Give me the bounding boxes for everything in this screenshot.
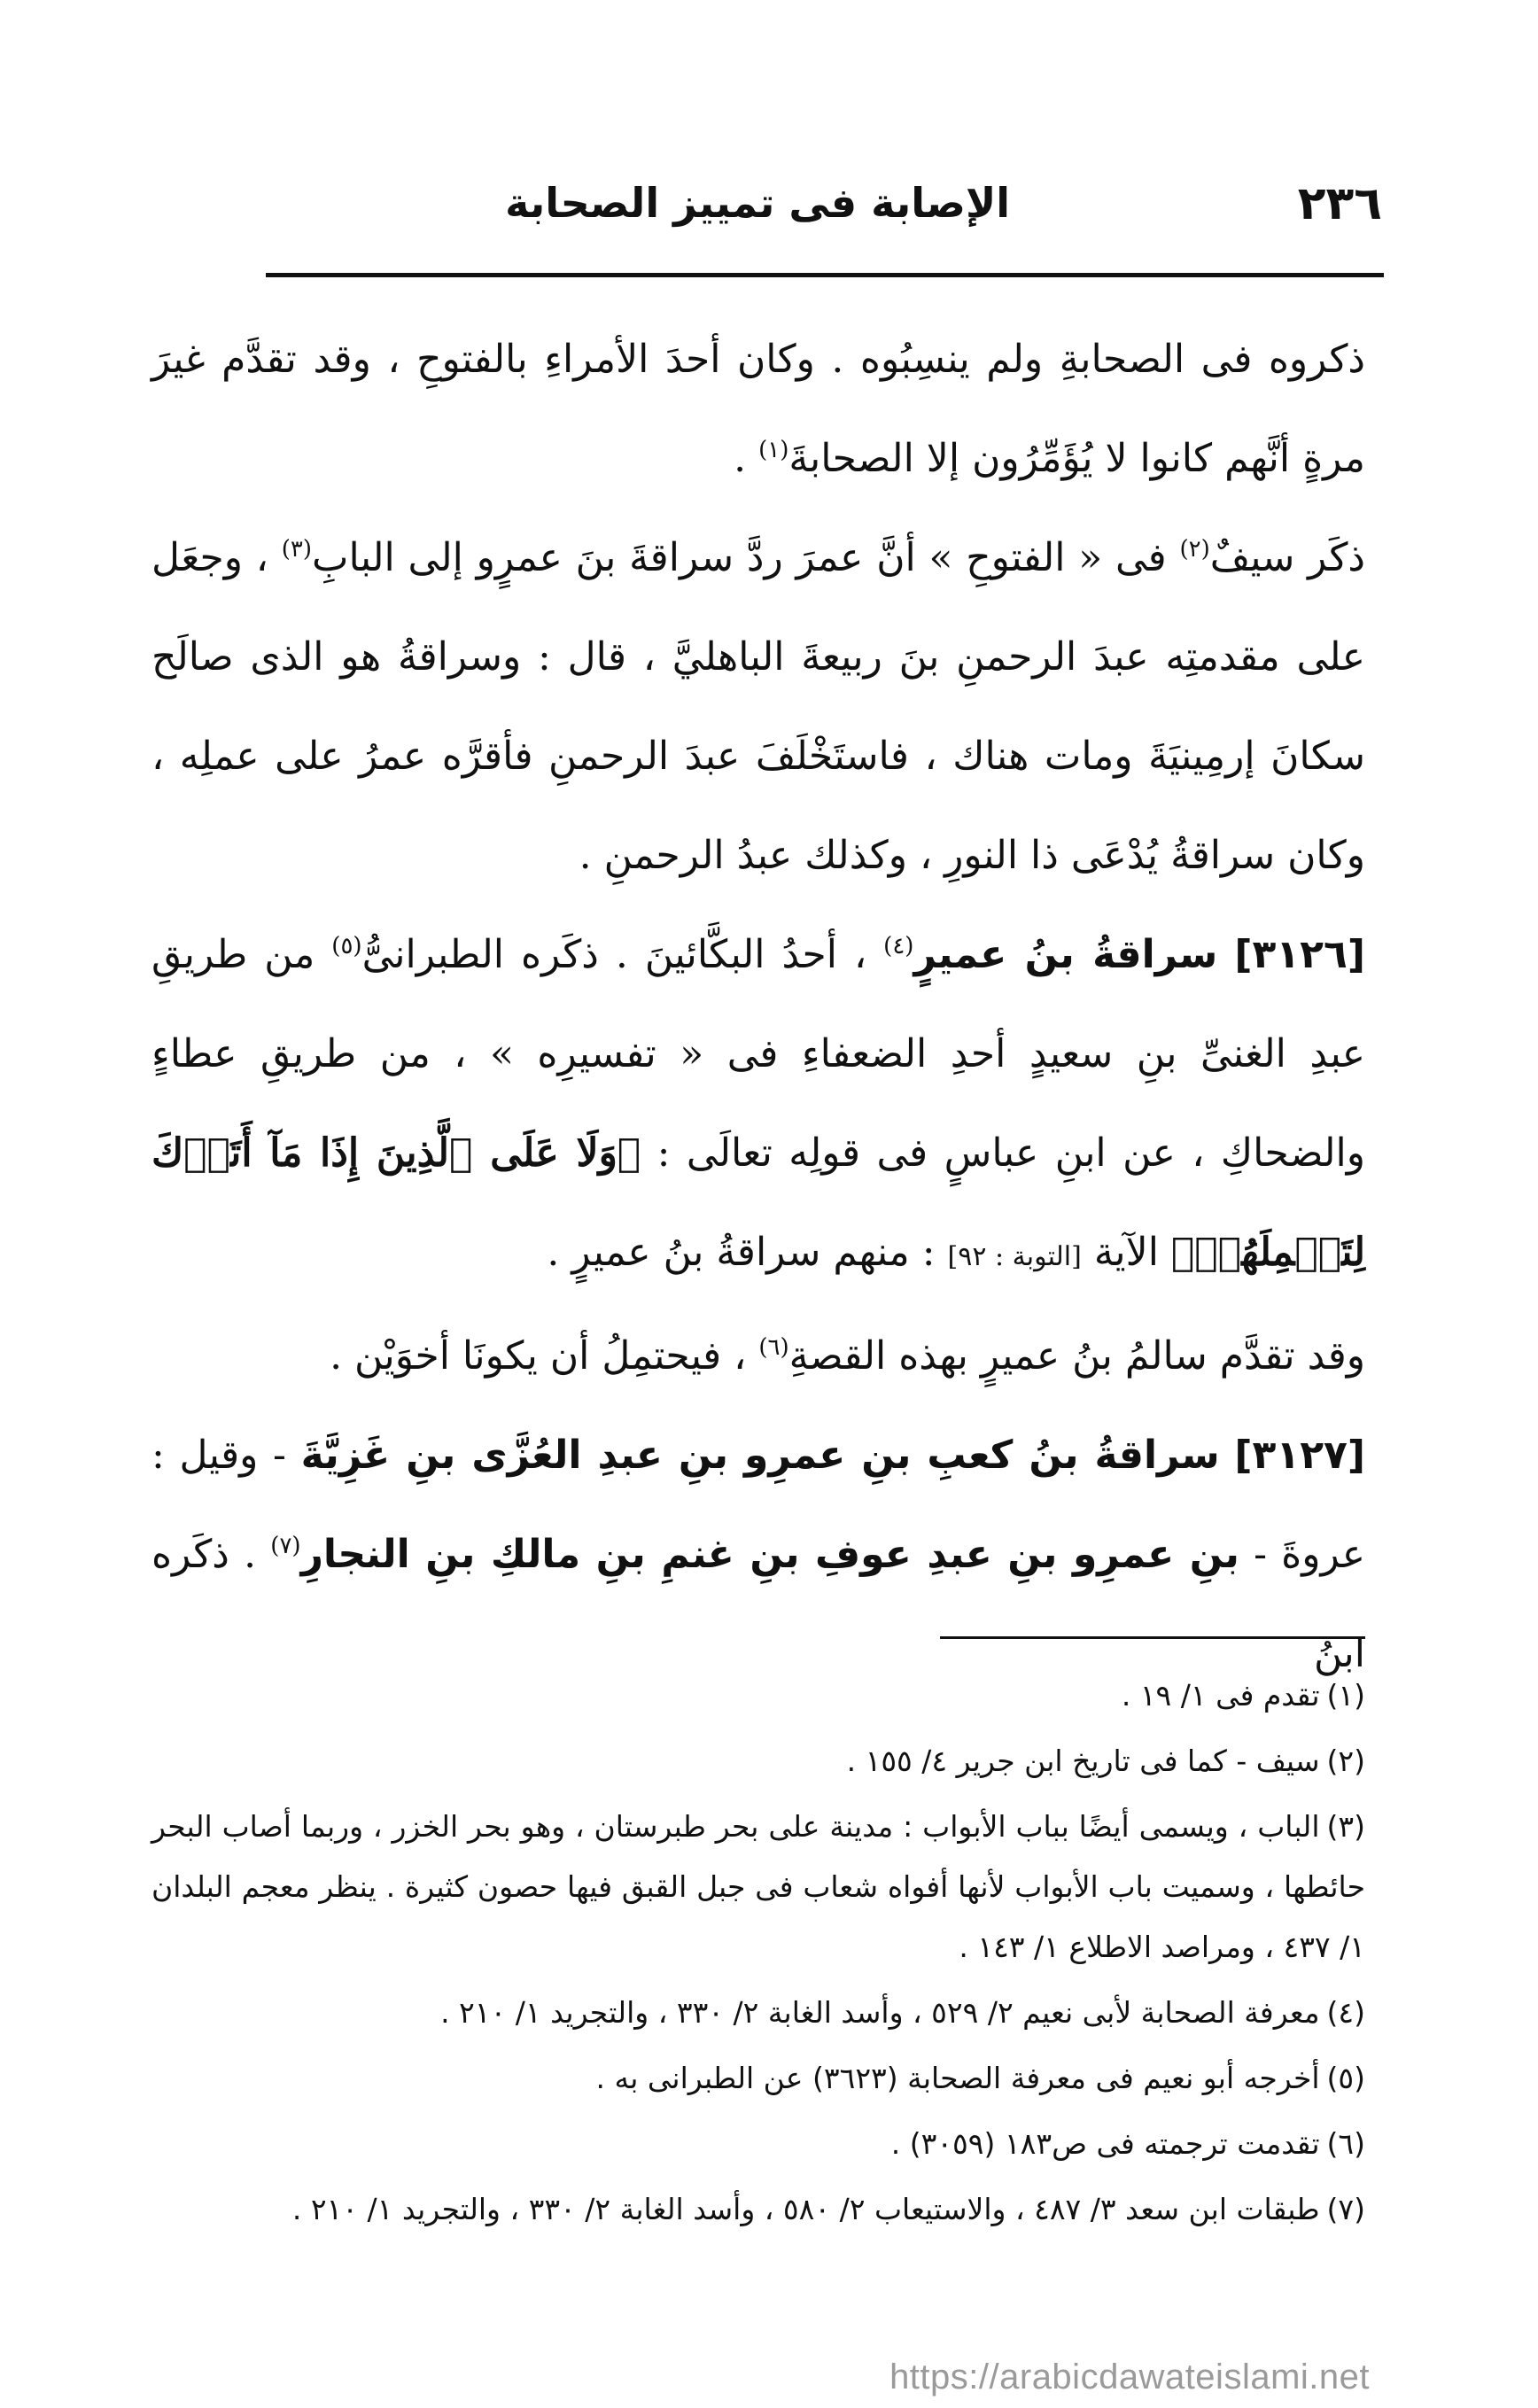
- page-header: [266, 177, 1382, 248]
- entry-3127-text-a: - وقيل : عروةَ -: [151, 1433, 1366, 1577]
- footnote-label: (٧): [1326, 2192, 1365, 2226]
- main-text: [151, 310, 1365, 1704]
- entry-3126: [٣١٢٦] سراقةُ بنُ عميرٍ(٤) ، أحدُ البكَّائينَ . ذكَره الطبرانىُّ(٥) من طريقِ عبدِ الغنىِّ بنِ سعيدٍ أحدِ الضعفاءِ فى « تفسيرِه » ، من طريقِ عطاءٍ والضحاكِ ، عن ابنِ عباسٍ فى قولِه تعالَى : ﴿وَلَا عَلَى ٱلَّذِينَ إِذَا مَآ أَتَوۡكَ لِتَحۡمِلَهُمۡ﴾ الآية [التوبة : ٩٢] : منهم سراقةُ بنُ عميرٍ .: [151, 932, 1365, 1275]
- footnote-text: الباب ، ويسمى أيضًا بباب الأبواب : مدينة على بحر طبرستان ، وهو بحر الخزر ، وربما أصاب البحر حائطها ، وسميت باب الأبواب لأنها أفواه شعاب فى جبل القبق فيها حصون كثيرة . ينظر معجم البلدان ١/ ٤٣٧ ، ومراصد الاطلاع ١/ ١٤٣ .: [151, 1809, 1365, 1964]
- entry-number: [٣١٢٧]: [1234, 1433, 1366, 1478]
- surah-reference: [التوبة : ٩٢]: [947, 1241, 1082, 1272]
- footnote-label: (٥): [1326, 2061, 1365, 2095]
- footnote-text: سيف - كما فى تاريخ ابن جرير ٤/ ١٥٥ .: [846, 1744, 1320, 1778]
- header-rule: [266, 273, 1384, 277]
- paragraph-2: ذكَر سيفٌ(٢) فى « الفتوحِ » أنَّ عمرَ ردَّ سراقةَ بنَ عمرٍو إلى البابِ(٣) ، وجعَل على مقدمتِه عبدَ الرحمنِ بنَ ربيعةَ الباهليَّ ، قال : وسراقةُ هو الذى صالَح سكانَ إرمِينيَةَ ومات هناك ، فاستَخْلَفَ عبدَ الرحمنِ فأقرَّه عمرُ على عملِه ، وكان سراقةُ يُدْعَى ذا النورِ ، وكذلك عبدُ الرحمنِ .: [151, 535, 1365, 878]
- running-title: الإصابة فى تمييز الصحابة: [505, 179, 1010, 227]
- entry-3127: [٣١٢٧] سراقةُ بنُ كعبِ بنِ عمرِو بنِ عبدِ العُزَّى بنِ غَزِيَّةَ - وقيل : عروةَ - بنِ عمرِو بنِ عبدِ عوفِ بنِ غنمِ بنِ مالكِ بنِ النجارِ(٧) . ذكَره ابنُ: [151, 1433, 1366, 1676]
- paragraph-1: ذكروه فى الصحابةِ ولم ينسِبُوه . وكان أحدَ الأمراءِ بالفتوحِ ، وقد تقدَّم غيرَ مرةٍ أنَّهم كانوا لا يُؤَمِّرُون إلا الصحابةَ(١) .: [151, 337, 1365, 481]
- footnote-label: (٤): [1326, 1995, 1365, 2030]
- footnote-text: طبقات ابن سعد ٣/ ٤٨٧ ، والاستيعاب ٢/ ٥٨٠ ، وأسد الغابة ٢/ ٣٣٠ ، والتجريد ١/ ٢١٠ .: [291, 2192, 1320, 2226]
- footnote-2: [151, 1731, 1365, 1791]
- entry-name-a: سراقةُ بنُ كعبِ بنِ عمرِو بنِ عبدِ العُزَّى بنِ غَزِيَّةَ: [300, 1433, 1220, 1478]
- footnote-1: [151, 1666, 1365, 1726]
- footnote-label: (٢): [1326, 1744, 1365, 1778]
- entry-3126-text-d: : منهم سراقةُ بنُ عميرٍ .: [547, 1230, 936, 1275]
- paragraph-3-text-a: وقد تقدَّم سالمُ بنُ عميرٍ بهذه القصةِ: [788, 1333, 1365, 1379]
- entry-3126-text-b: من طريقِ عبدِ الغنىِّ بنِ سعيدٍ أحدِ الضعفاءِ فى « تفسيرِه » ، من طريقِ عطاءٍ والضحاكِ ، عن ابنِ عباسٍ فى قولِه تعالَى :: [151, 932, 1365, 1176]
- footnote-label: (٣): [1326, 1809, 1365, 1844]
- paragraph-2-text-a: ذكَر سيفٌ: [1209, 535, 1365, 580]
- page-number: ٢٣٦: [1297, 177, 1382, 230]
- footnote-text: تقدمت ترجمته فى ص١٨٣ (٣٠٥٩) .: [890, 2126, 1320, 2161]
- footnotes: [151, 1666, 1365, 2245]
- paragraph-2-text-b: فى « الفتوحِ » أنَّ عمرَ ردَّ سراقةَ بنَ عمرٍو إلى البابِ: [312, 535, 1167, 580]
- footnote-label: (٦): [1326, 2126, 1365, 2161]
- entry-name-b: بنِ عمرِو بنِ عبدِ عوفِ بنِ غنمِ بنِ مالكِ بنِ النجارِ: [300, 1532, 1239, 1577]
- paragraph-3: وقد تقدَّم سالمُ بنُ عميرٍ بهذه القصةِ(٦) ، فيحتمِلُ أن يكونَا أخوَيْن .: [330, 1333, 1365, 1379]
- footnote-6: [151, 2114, 1365, 2174]
- paragraph-1-end: .: [734, 436, 747, 481]
- entry-3127-text-b: . ذكَره ابنُ: [151, 1532, 1365, 1676]
- paragraph-3-text-b: ، فيحتمِلُ أن يكونَا أخوَيْن .: [330, 1333, 747, 1379]
- footnote-text: تقدم فى ١/ ١٩ .: [1121, 1678, 1320, 1713]
- footnote-separator: [940, 1636, 1365, 1639]
- footnote-text: أخرجه أبو نعيم فى معرفة الصحابة (٣٦٢٣) عن الطبرانى به .: [595, 2061, 1320, 2095]
- footnote-label: (١): [1326, 1678, 1365, 1713]
- footnote-4: [151, 1983, 1365, 2043]
- footnote-3: [151, 1797, 1365, 1977]
- entry-3126-text-c: الآية: [1093, 1230, 1159, 1275]
- footnote-text: معرفة الصحابة لأبى نعيم ٢/ ٥٢٩ ، وأسد الغابة ٢/ ٣٣٠ ، والتجريد ١/ ٢١٠ .: [440, 1995, 1320, 2030]
- watermark-url: https://arabicdawateislami.net: [889, 2358, 1370, 2396]
- entry-name: سراقةُ بنُ عميرٍ: [913, 932, 1218, 977]
- footnote-5: [151, 2048, 1365, 2109]
- footnote-7: [151, 2179, 1365, 2240]
- quran-verse: ﴿وَلَا عَلَى ٱلَّذِينَ إِذَا مَآ أَتَوۡكَ لِتَحۡمِلَهُمۡ﴾: [151, 1130, 1365, 1275]
- entry-3126-text-a: ، أحدُ البكَّائينَ . ذكَره الطبرانىُّ: [361, 932, 867, 977]
- paragraph-2-text-c: ، وجعَل على مقدمتِه عبدَ الرحمنِ بنَ ربيعةَ الباهليَّ ، قال : وسراقةُ هو الذى صالَح سكانَ إرمِينيَةَ ومات هناك ، فاستَخْلَفَ عبدَ الرحمنِ فأقرَّه عمرُ على عملِه ، وكان سراقةُ يُدْعَى ذا النورِ ، وكذلك عبدُ الرحمنِ .: [151, 535, 1365, 878]
- paragraph-1-text: ذكروه فى الصحابةِ ولم ينسِبُوه . وكان أحدَ الأمراءِ بالفتوحِ ، وقد تقدَّم غيرَ مرةٍ أنَّهم كانوا لا يُؤَمِّرُون إلا الصحابةَ: [151, 337, 1365, 481]
- entry-number: [٣١٢٦]: [1234, 932, 1365, 977]
